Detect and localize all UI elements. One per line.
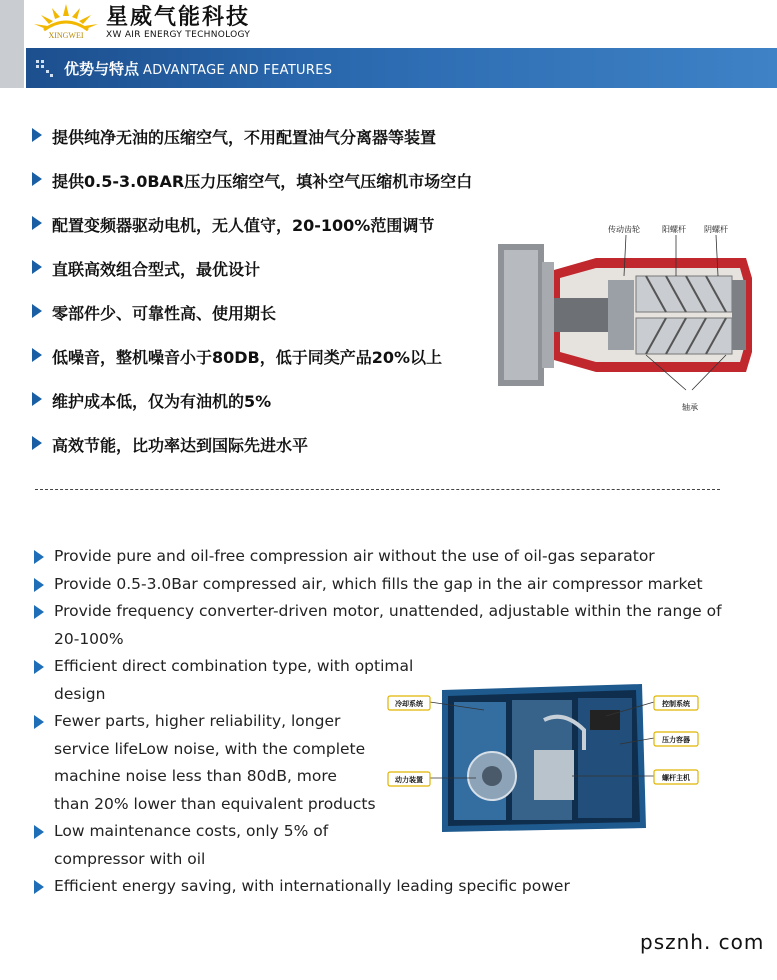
feature-cn-item xyxy=(32,345,472,389)
section-title-cn: 优势与特点 xyxy=(64,60,140,78)
bullet-arrow-icon xyxy=(32,436,42,450)
feature-cn-item xyxy=(32,213,472,257)
bullet-arrow-icon xyxy=(34,825,44,839)
diagram-label: 传动齿轮 xyxy=(608,225,640,234)
feature-cn-text: 提供纯净无油的压缩空气，不用配置油气分离器等装置 xyxy=(52,128,437,147)
machine-label: 控制系统 xyxy=(662,700,690,708)
feature-cn-item xyxy=(32,433,472,477)
bullet-arrow-icon xyxy=(32,392,42,406)
bullet-arrow-icon xyxy=(34,578,44,592)
diagram-label: 阳螺杆 xyxy=(662,225,686,234)
feature-en-text: Low maintenance costs, only 5% of compressor with oil xyxy=(54,822,329,868)
screw-compressor-diagram xyxy=(496,220,758,420)
machine-label: 冷却系统 xyxy=(395,700,423,708)
feature-cn-text: 低噪音，整机噪音小于80DB，低于同类产品20%以上 xyxy=(52,348,443,367)
watermark-text: psznh. com xyxy=(640,930,765,954)
section-title xyxy=(64,58,332,79)
features-cn-list xyxy=(32,125,472,477)
bullet-arrow-icon xyxy=(34,550,44,564)
feature-cn-item xyxy=(32,257,472,301)
feature-cn-text: 高效节能，比功率达到国际先进水平 xyxy=(52,436,309,455)
feature-cn-item xyxy=(32,389,472,433)
feature-en-text: Provide 0.5-3.0Bar compressed air, which fills the gap in the air compressor market xyxy=(54,574,703,593)
feature-en-text: Provide frequency converter-driven motor, unattended, adjustable within the range of 20-100% xyxy=(54,602,722,648)
section-title-en: ADVANTAGE AND FEATURES xyxy=(143,63,333,78)
feature-cn-text: 配置变频器驱动电机，无人值守，20-100%范围调节 xyxy=(52,216,435,235)
bullet-arrow-icon xyxy=(32,348,42,362)
compressor-unit-illustration xyxy=(384,680,710,840)
machine-label: 螺杆主机 xyxy=(662,774,690,782)
diagram-label: 阴螺杆 xyxy=(704,225,728,234)
bullet-arrow-icon xyxy=(34,880,44,894)
feature-en-item xyxy=(34,543,722,571)
feature-en-text: Provide pure and oil-free compression air without the use of oil-gas separator xyxy=(54,547,655,565)
machine-label: 压力容器 xyxy=(662,736,690,744)
feature-en-text: Efficient direct combination type, with optimal design xyxy=(54,657,414,703)
bullet-arrow-icon xyxy=(32,260,42,274)
xingwei-logo-icon xyxy=(30,2,102,40)
bullet-arrow-icon xyxy=(32,172,42,186)
feature-en-item xyxy=(34,873,722,901)
feature-cn-item xyxy=(32,169,472,213)
feature-en-item xyxy=(34,571,722,599)
feature-cn-text: 提供0.5-3.0BAR压力压缩空气，填补空气压缩机市场空白 xyxy=(52,172,473,191)
bullet-arrow-icon xyxy=(34,660,44,674)
feature-cn-text: 直联高效组合型式，最优设计 xyxy=(52,260,261,279)
machine-label: 动力装置 xyxy=(395,776,423,784)
feature-cn-item xyxy=(32,125,472,169)
feature-cn-item xyxy=(32,301,472,345)
feature-en-item xyxy=(34,598,722,653)
feature-en-text: Fewer parts, higher reliability, longer service lifeLow noise, with the complete machine noise less than 80dB, more than 20% lower than equivalent products xyxy=(54,712,376,813)
section-divider xyxy=(35,489,720,490)
bullet-arrow-icon xyxy=(34,715,44,729)
feature-cn-text: 维护成本低，仅为有油机的5% xyxy=(52,392,272,411)
feature-en-text: Efficient energy saving, with internationally leading specific power xyxy=(54,877,570,895)
bullet-arrow-icon xyxy=(32,216,42,230)
bullet-arrow-icon xyxy=(32,304,42,318)
bullet-arrow-icon xyxy=(34,605,44,619)
logo-text: XINGWEI xyxy=(48,31,84,40)
diagram-label: 轴承 xyxy=(682,403,698,412)
left-gray-strip xyxy=(0,0,24,88)
company-name-cn: 星威气能科技 xyxy=(106,5,251,30)
diagonal-arrow-icon xyxy=(34,58,56,80)
feature-cn-text: 零部件少、可靠性高、使用期长 xyxy=(52,304,277,323)
company-name-en: XW AIR ENERGY TECHNOLOGY xyxy=(106,30,251,40)
bullet-arrow-icon xyxy=(32,128,42,142)
